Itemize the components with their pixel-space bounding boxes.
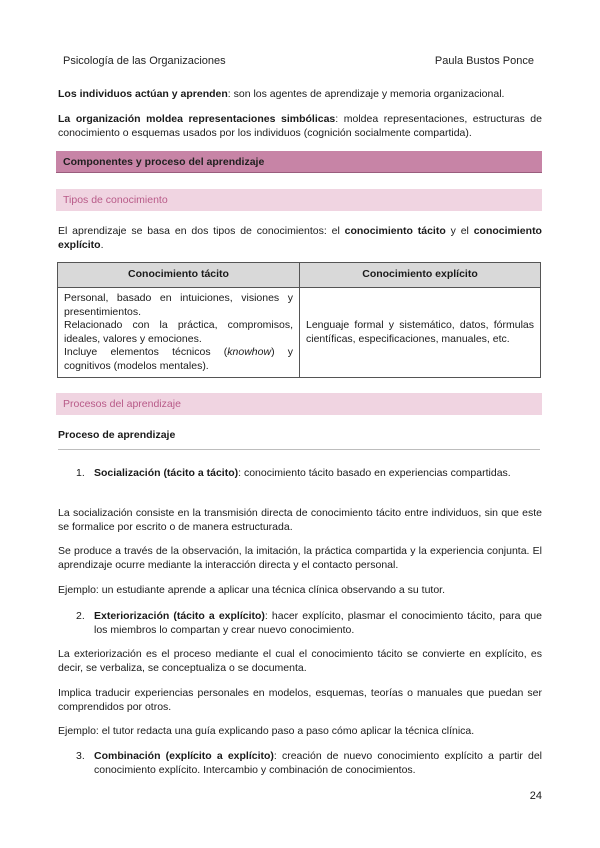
tipos-tacito: conocimiento tácito	[344, 225, 446, 237]
intro-paragraph-2	[58, 112, 542, 140]
intro-1-rest: : son los agentes de aprendizaje y memoria organizacional.	[227, 88, 505, 100]
paragraph-ext-3: Ejemplo: el tutor redacta una guía explicando paso a paso cómo aplicar la técnica clínica.	[58, 725, 475, 737]
list-item-exteriorizacion	[76, 609, 542, 637]
table-header-row	[58, 263, 541, 288]
item-number: 3.	[76, 750, 85, 762]
subsection-heading-tipos: Tipos de conocimiento	[56, 189, 542, 211]
tacito-line-2: Relacionado con la práctica, compromisos, ideales, valores y emociones.	[64, 319, 293, 345]
tipos-explicito: conocimiento explícito	[58, 225, 542, 251]
divider-line	[58, 449, 540, 450]
intro-2-rest: : moldea representaciones, estructuras de conocimiento o esquemas usados por los individuos (cognición socialmente compartida).	[58, 113, 542, 139]
item-text	[94, 609, 542, 637]
intro-2-bold: La organización moldea representaciones simbólicas	[58, 113, 336, 125]
page-number: 24	[529, 790, 542, 802]
knowledge-table	[57, 262, 541, 378]
header-course-title: Psicología de las Organizaciones	[63, 55, 226, 67]
table-header-tacito: Conocimiento tácito	[58, 263, 300, 288]
item-number: 1.	[76, 467, 85, 479]
intro-1-bold: Los individuos actúan y aprenden	[58, 88, 228, 100]
paragraph-soc-1: La socialización consiste en la transmisión directa de conocimiento tácito entre individuos, sin que este se formalice por escrito o de manera estructurada.	[58, 507, 542, 533]
tipos-text-e: .	[100, 239, 104, 251]
table-row	[58, 288, 541, 378]
tacito-line-1: Personal, basado en intuiciones, visiones y presentimientos.	[64, 292, 293, 318]
tacito-l3-a: Incluye elementos técnicos (	[64, 346, 228, 358]
paragraph-soc-3: Ejemplo: un estudiante aprende a aplicar una técnica clínica observando a su tutor.	[58, 584, 445, 596]
item-bold: Exteriorización (tácito a explícito)	[94, 610, 265, 622]
item-number: 2.	[76, 610, 85, 622]
paragraph-ext-1: La exteriorización es el proceso mediante el cual el conocimiento tácito se convierte en explícito, es decir, se verbaliza, se conceptualiza o se documenta.	[58, 648, 542, 674]
section-heading-components: Componentes y proceso del aprendizaje	[56, 151, 542, 173]
item-rest: : hacer explícito, plasmar el conocimiento tácito, para que los miembros lo compartan y crear nuevo conocimiento.	[94, 610, 542, 636]
item-bold: Combinación (explícito a explícito)	[94, 750, 274, 762]
paragraph-soc-2: Se produce a través de la observación, la imitación, la práctica compartida y la experiencia conjunta. El aprendizaje ocurre mediante la interacción directa y el contacto personal.	[58, 545, 542, 571]
item-bold: Socialización (tácito a tácito)	[94, 467, 239, 479]
item-text	[94, 466, 542, 480]
list-item-combinacion	[76, 749, 542, 777]
item-rest: : conocimiento tácito basado en experiencias compartidas.	[238, 467, 511, 479]
table-cell-tacito	[58, 288, 300, 378]
paragraph-ext-2: Implica traducir experiencias personales en modelos, esquemas, teorías o manuales que puedan ser comprendidos por otros.	[58, 687, 542, 713]
header-author: Paula Bustos Ponce	[434, 55, 534, 67]
tipos-text-c: y el	[445, 225, 474, 237]
subsection-heading-procesos: Procesos del aprendizaje	[56, 393, 542, 415]
proceso-title: Proceso de aprendizaje	[58, 429, 176, 441]
item-rest: : creación de nuevo conocimiento explícito a partir del conocimiento explícito. Intercambio y combinación de conocimientos.	[94, 750, 543, 776]
tacito-line-3	[64, 346, 293, 373]
tacito-l3-c: ) y cognitivos (modelos mentales).	[64, 346, 293, 372]
tacito-l3-knowhow: knowhow	[227, 346, 272, 358]
table-cell-explicito: Lenguaje formal y sistemático, datos, fórmulas científicas, especificaciones, manuales, etc.	[300, 288, 541, 378]
intro-paragraph-1	[58, 87, 542, 101]
tipos-paragraph	[58, 224, 542, 252]
list-item-socializacion	[76, 466, 542, 480]
item-text	[94, 749, 542, 777]
tipos-text-a: El aprendizaje se basa en dos tipos de conocimientos: el	[58, 225, 345, 237]
table-header-explicito: Conocimiento explícito	[300, 263, 541, 288]
